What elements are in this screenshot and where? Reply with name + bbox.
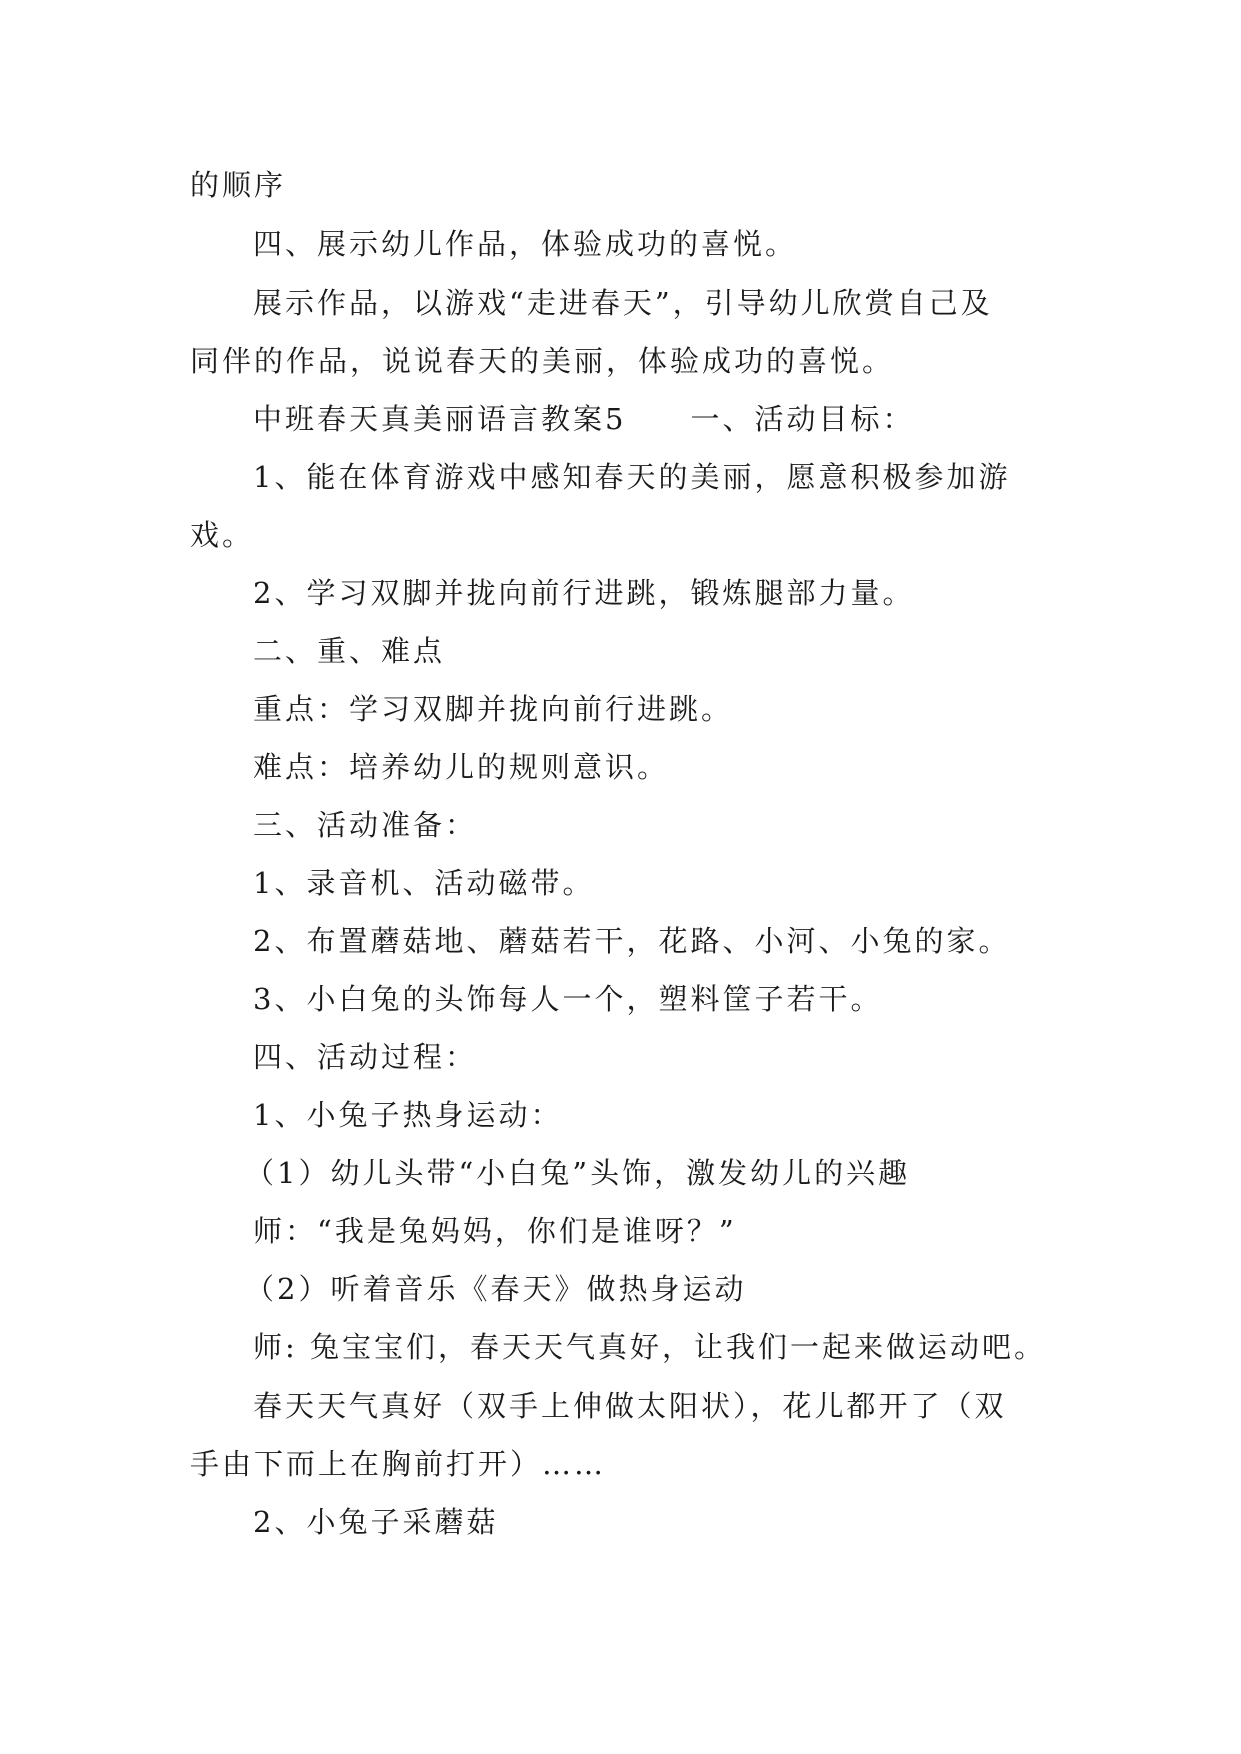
paragraph-line: 师: 兔宝宝们，春天天气真好，让我们一起来做运动吧。 — [253, 1330, 1046, 1364]
paragraph-line: 2、小兔子采蘑菇 — [253, 1505, 499, 1539]
text-line: 的顺序 — [190, 168, 287, 202]
paragraph-line: （1）幼儿头带“小白兔”头饰，激发幼儿的兴趣 — [245, 1156, 911, 1190]
paragraph-line: 手由下而上在胸前打开）…… — [190, 1447, 607, 1481]
paragraph-line: 春天天气真好（双手上伸做太阳状），花儿都开了（双 — [253, 1389, 1007, 1423]
paragraph-line: 重点：学习双脚并拢向前行进跳。 — [253, 692, 734, 726]
paragraph-line: 2、布置蘑菇地、蘑菇若干，花路、小河、小兔的家。 — [253, 924, 1011, 958]
paragraph-line: 1、录音机、活动磁带。 — [253, 866, 595, 900]
paragraph-line: 1、能在体育游戏中感知春天的美丽，愿意积极参加游 — [253, 460, 1011, 494]
section-heading: 四、活动过程： — [253, 1040, 478, 1074]
lesson-title: 中班春天真美丽语言教案5 一、活动目标： — [253, 402, 915, 436]
paragraph-line: 难点：培养幼儿的规则意识。 — [253, 750, 670, 784]
section-heading: 二、重、难点 — [253, 634, 446, 668]
paragraph-line: 戏。 — [190, 518, 255, 552]
paragraph-line: 1、小兔子热身运动： — [253, 1098, 563, 1132]
paragraph-line: 3、小白兔的头饰每人一个，塑料筐子若干。 — [253, 982, 883, 1016]
paragraph-line: 同伴的作品，说说春天的美丽，体验成功的喜悦。 — [190, 344, 895, 378]
section-heading: 三、活动准备： — [253, 808, 478, 842]
paragraph-line: 展示作品，以游戏“走进春天”，引导幼儿欣赏自己及 — [253, 286, 993, 320]
paragraph-line: （2）听着音乐《春天》做热身运动 — [245, 1272, 747, 1306]
paragraph-line: 2、学习双脚并拢向前行进跳，锻炼腿部力量。 — [253, 576, 915, 610]
paragraph-line: 师：“我是兔妈妈，你们是谁呀？” — [253, 1214, 737, 1248]
section-heading: 四、展示幼儿作品，体验成功的喜悦。 — [253, 227, 798, 261]
